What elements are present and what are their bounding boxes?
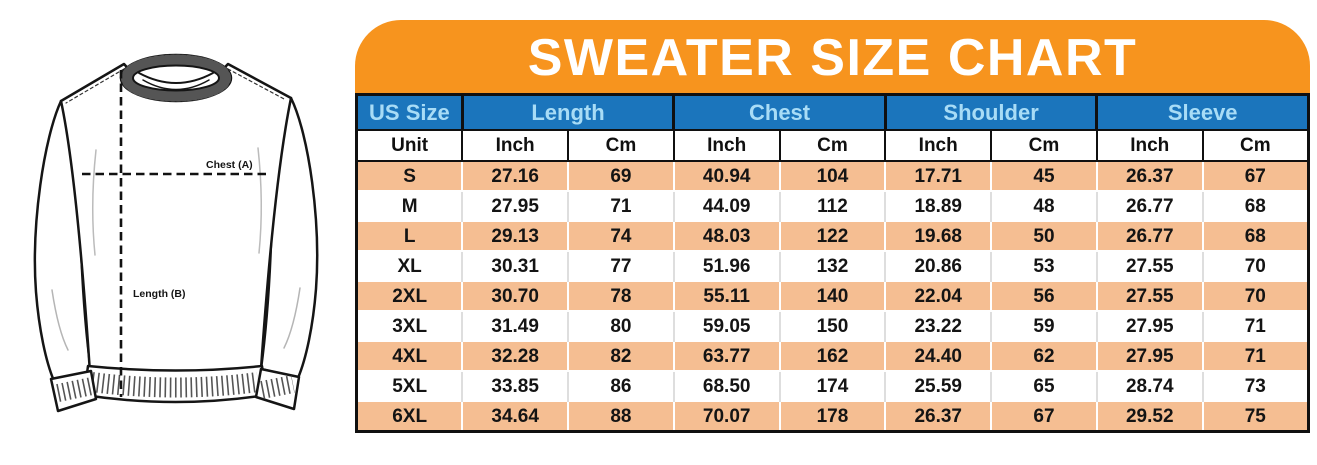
- value-cell: 27.95: [1097, 311, 1203, 341]
- value-cell: 68: [1203, 191, 1309, 221]
- banner-title: SWEATER SIZE CHART: [355, 20, 1310, 93]
- value-cell: 55.11: [674, 281, 780, 311]
- unit-header: Unit: [357, 130, 463, 161]
- value-cell: 74: [568, 221, 674, 251]
- table-row: [357, 191, 1309, 221]
- size-cell: 5XL: [357, 371, 463, 401]
- value-cell: 82: [568, 341, 674, 371]
- value-cell: 26.37: [885, 401, 991, 432]
- value-cell: 27.95: [1097, 341, 1203, 371]
- value-cell: 28.74: [1097, 371, 1203, 401]
- size-cell: 4XL: [357, 341, 463, 371]
- size-chart: [355, 20, 1310, 433]
- size-cell: L: [357, 221, 463, 251]
- column-group-chest: Chest: [674, 95, 886, 131]
- value-cell: 27.16: [462, 161, 568, 191]
- value-cell: 48: [991, 191, 1097, 221]
- sweater-diagram: [0, 0, 355, 465]
- value-cell: 67: [1203, 161, 1309, 191]
- column-group-length: Length: [462, 95, 674, 131]
- size-table: [355, 93, 1310, 433]
- unit-header: Inch: [1097, 130, 1203, 161]
- value-cell: 27.55: [1097, 281, 1203, 311]
- value-cell: 17.71: [885, 161, 991, 191]
- size-cell: 6XL: [357, 401, 463, 432]
- value-cell: 56: [991, 281, 1097, 311]
- value-cell: 132: [780, 251, 886, 281]
- value-cell: 71: [1203, 311, 1309, 341]
- table-row: [357, 221, 1309, 251]
- value-cell: 27.95: [462, 191, 568, 221]
- value-cell: 24.40: [885, 341, 991, 371]
- value-cell: 80: [568, 311, 674, 341]
- value-cell: 44.09: [674, 191, 780, 221]
- table-row: [357, 161, 1309, 191]
- value-cell: 25.59: [885, 371, 991, 401]
- value-cell: 51.96: [674, 251, 780, 281]
- size-cell: XL: [357, 251, 463, 281]
- value-cell: 174: [780, 371, 886, 401]
- table-row: [357, 281, 1309, 311]
- unit-header: Inch: [885, 130, 991, 161]
- size-cell: M: [357, 191, 463, 221]
- value-cell: 23.22: [885, 311, 991, 341]
- value-cell: 63.77: [674, 341, 780, 371]
- value-cell: 70.07: [674, 401, 780, 432]
- unit-header: Cm: [991, 130, 1097, 161]
- value-cell: 73: [1203, 371, 1309, 401]
- value-cell: 150: [780, 311, 886, 341]
- value-cell: 18.89: [885, 191, 991, 221]
- value-cell: 70: [1203, 281, 1309, 311]
- value-cell: 20.86: [885, 251, 991, 281]
- table-row: [357, 371, 1309, 401]
- value-cell: 140: [780, 281, 886, 311]
- unit-header: Cm: [1203, 130, 1309, 161]
- value-cell: 27.55: [1097, 251, 1203, 281]
- value-cell: 71: [568, 191, 674, 221]
- column-group-us-size: US Size: [357, 95, 463, 131]
- chest-label: Chest (A): [206, 159, 253, 171]
- unit-header: Cm: [780, 130, 886, 161]
- value-cell: 33.85: [462, 371, 568, 401]
- value-cell: 29.13: [462, 221, 568, 251]
- value-cell: 50: [991, 221, 1097, 251]
- value-cell: 19.68: [885, 221, 991, 251]
- column-group-sleeve: Sleeve: [1097, 95, 1309, 131]
- value-cell: 53: [991, 251, 1097, 281]
- table-row: [357, 251, 1309, 281]
- value-cell: 26.77: [1097, 221, 1203, 251]
- value-cell: 59: [991, 311, 1097, 341]
- value-cell: 30.31: [462, 251, 568, 281]
- value-cell: 34.64: [462, 401, 568, 432]
- value-cell: 69: [568, 161, 674, 191]
- value-cell: 122: [780, 221, 886, 251]
- value-cell: 26.77: [1097, 191, 1203, 221]
- unit-header-row: [357, 130, 1309, 161]
- value-cell: 65: [991, 371, 1097, 401]
- unit-header: Cm: [568, 130, 674, 161]
- value-cell: 71: [1203, 341, 1309, 371]
- value-cell: 48.03: [674, 221, 780, 251]
- value-cell: 70: [1203, 251, 1309, 281]
- value-cell: 40.94: [674, 161, 780, 191]
- value-cell: 30.70: [462, 281, 568, 311]
- value-cell: 32.28: [462, 341, 568, 371]
- size-cell: S: [357, 161, 463, 191]
- unit-header: Inch: [462, 130, 568, 161]
- value-cell: 86: [568, 371, 674, 401]
- size-cell: 3XL: [357, 311, 463, 341]
- column-group-shoulder: Shoulder: [885, 95, 1097, 131]
- value-cell: 68: [1203, 221, 1309, 251]
- value-cell: 162: [780, 341, 886, 371]
- unit-header: Inch: [674, 130, 780, 161]
- value-cell: 178: [780, 401, 886, 432]
- value-cell: 29.52: [1097, 401, 1203, 432]
- value-cell: 26.37: [1097, 161, 1203, 191]
- value-cell: 68.50: [674, 371, 780, 401]
- value-cell: 62: [991, 341, 1097, 371]
- value-cell: 104: [780, 161, 886, 191]
- table-row: [357, 311, 1309, 341]
- length-label: Length (B): [133, 288, 186, 300]
- value-cell: 45: [991, 161, 1097, 191]
- value-cell: 31.49: [462, 311, 568, 341]
- table-row: [357, 401, 1309, 432]
- column-group-row: [357, 95, 1309, 131]
- value-cell: 59.05: [674, 311, 780, 341]
- value-cell: 22.04: [885, 281, 991, 311]
- value-cell: 75: [1203, 401, 1309, 432]
- value-cell: 77: [568, 251, 674, 281]
- size-cell: 2XL: [357, 281, 463, 311]
- table-row: [357, 341, 1309, 371]
- value-cell: 78: [568, 281, 674, 311]
- value-cell: 88: [568, 401, 674, 432]
- sweater-illustration-icon: [0, 0, 355, 465]
- value-cell: 112: [780, 191, 886, 221]
- value-cell: 67: [991, 401, 1097, 432]
